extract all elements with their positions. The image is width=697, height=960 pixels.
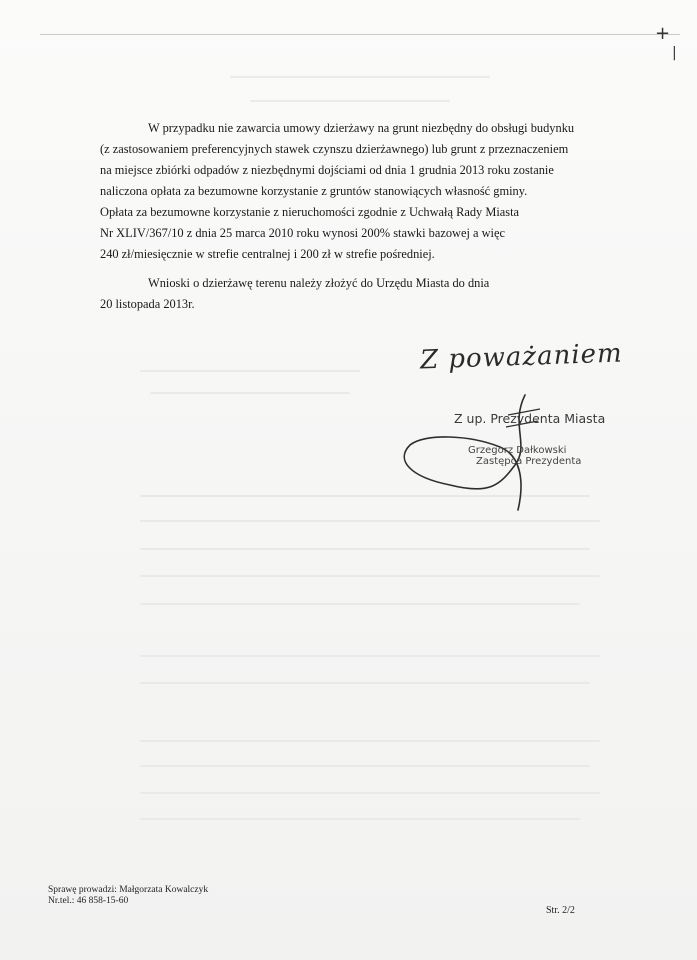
paragraph-application-deadline bbox=[100, 273, 606, 315]
footer-contact bbox=[48, 885, 208, 907]
text-line: 240 zł/miesięcznie w strefie centralnej i 200 zł w strefie pośredniej. bbox=[100, 247, 435, 261]
bleed-through-line bbox=[140, 548, 590, 550]
text-line: Nr XLIV/367/10 z dnia 25 marca 2010 roku wynosi 200% stawki bazowej a więc bbox=[100, 226, 506, 240]
paragraph-penalty-info bbox=[100, 118, 606, 265]
bleed-through-line bbox=[140, 575, 600, 577]
text-line: 20 listopada 2013r. bbox=[100, 297, 195, 311]
bleed-through-line bbox=[140, 818, 580, 820]
text-line: na miejsce zbiórki odpadów z niezbędnymi dojściami od dnia 1 grudnia 2013 roku zostanie bbox=[100, 163, 554, 177]
text-line: (z zastosowaniem preferencyjnych stawek czynszu dzierżawnego) lub grunt z przeznaczeniem bbox=[100, 142, 569, 156]
bleed-through-line bbox=[150, 392, 350, 394]
text-line: W przypadku nie zawarcia umowy dzierżawy na grunt niezbędny do obsługi budynku bbox=[148, 121, 575, 135]
top-border-line bbox=[40, 34, 680, 35]
bleed-through-line bbox=[140, 603, 580, 605]
bleed-through-line bbox=[140, 655, 600, 657]
signatory-stamp bbox=[468, 445, 581, 467]
signatory-name: Grzegorz Dałkowski bbox=[468, 445, 567, 456]
prepared-by: Sprawę prowadzi: Małgorzata Kowalczyk bbox=[48, 885, 209, 895]
bleed-through-line bbox=[140, 370, 360, 372]
page-number: Str. 2/2 bbox=[546, 905, 575, 916]
bleed-through-line bbox=[230, 76, 490, 78]
text-line: naliczona opłata za bezumowne korzystanie z gruntów stanowiących własność gminy. bbox=[100, 184, 528, 198]
crop-mark: | bbox=[672, 45, 677, 61]
handwritten-closing: Z poważaniem bbox=[419, 338, 624, 376]
bleed-through-line bbox=[140, 765, 590, 767]
bleed-through-line bbox=[140, 740, 600, 742]
phone-number: Nr.tel.: 46 858-15-60 bbox=[48, 896, 129, 906]
bleed-through-line bbox=[140, 792, 600, 794]
text-line: Opłata za bezumowne korzystanie z nieruchomości zgodnie z Uchwałą Rady Miasta bbox=[100, 205, 520, 219]
text-line: Wnioski o dzierżawę terenu należy złożyć do Urzędu Miasta do dnia bbox=[148, 276, 490, 290]
crop-mark: + bbox=[655, 23, 671, 44]
authority-line: Z up. Prezydenta Miasta bbox=[454, 411, 606, 426]
bleed-through-line bbox=[250, 100, 450, 102]
bleed-through-line bbox=[140, 682, 590, 684]
signatory-title: Zastępca Prezydenta bbox=[476, 456, 582, 467]
